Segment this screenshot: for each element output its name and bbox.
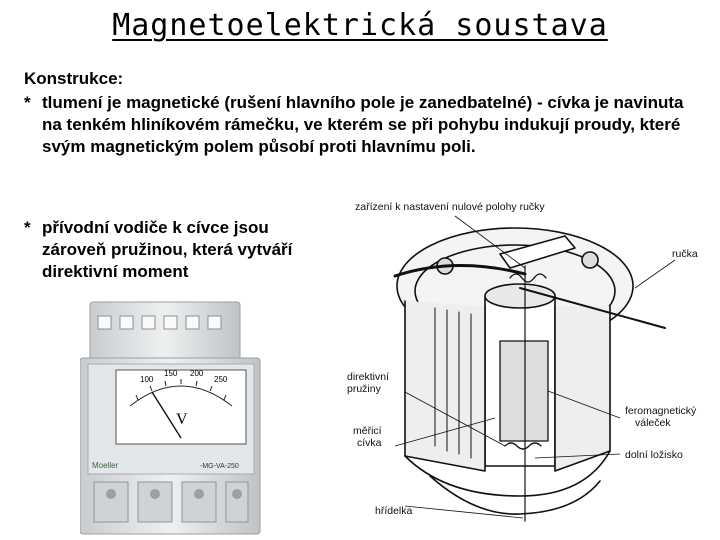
unit-label: V [176, 411, 188, 428]
panel-meter-photo [80, 298, 270, 536]
label-cylinder: feromagnetický [625, 405, 697, 417]
scale-label: 250 [214, 375, 228, 384]
bullet-item [24, 92, 704, 158]
scale-label: 200 [190, 369, 204, 378]
label-coil: cívka [357, 437, 382, 449]
model-label: -MG-VA-250 [200, 463, 239, 470]
brand-label: Moeller [92, 461, 119, 470]
mechanism-diagram [335, 196, 720, 536]
label-cylinder: váleček [635, 417, 671, 429]
label-bearing: dolní ložisko [625, 449, 683, 461]
magnet-right [555, 306, 610, 471]
label-zero-adjust: zařízení k nastavení nulové polohy ručky [355, 201, 545, 213]
section-heading: Konstrukce: [24, 69, 124, 88]
bullet-marker: * [24, 218, 31, 237]
scale-label: 150 [164, 369, 178, 378]
label-shaft: hřídelka [375, 505, 413, 517]
ferromagnetic-cylinder [500, 341, 548, 441]
bullet-marker: * [24, 93, 31, 112]
bullet-item [24, 217, 334, 283]
label-pointer: ručka [672, 248, 698, 260]
label-springs: direktivní [347, 371, 390, 383]
label-springs: pružiny [347, 383, 381, 395]
bullet-text: přívodní vodiče k cívce jsou zároveň pružinou, která vytváří direktivní moment [42, 218, 293, 281]
bullet-text: tlumení je magnetické (rušení hlavního pole je zanedbatelné) - cívka je navinuta na tenkém hliníkovém rámečku, ve kterém se při pohybu indukují proudy, které svým magnetickým polem působí proti hlavnímu poli. [42, 93, 684, 156]
page-title: Magnetoelektrická soustava [112, 8, 608, 43]
label-coil: měřicí [353, 425, 382, 437]
scale-label: 100 [140, 375, 154, 384]
magnet-left [405, 301, 485, 471]
